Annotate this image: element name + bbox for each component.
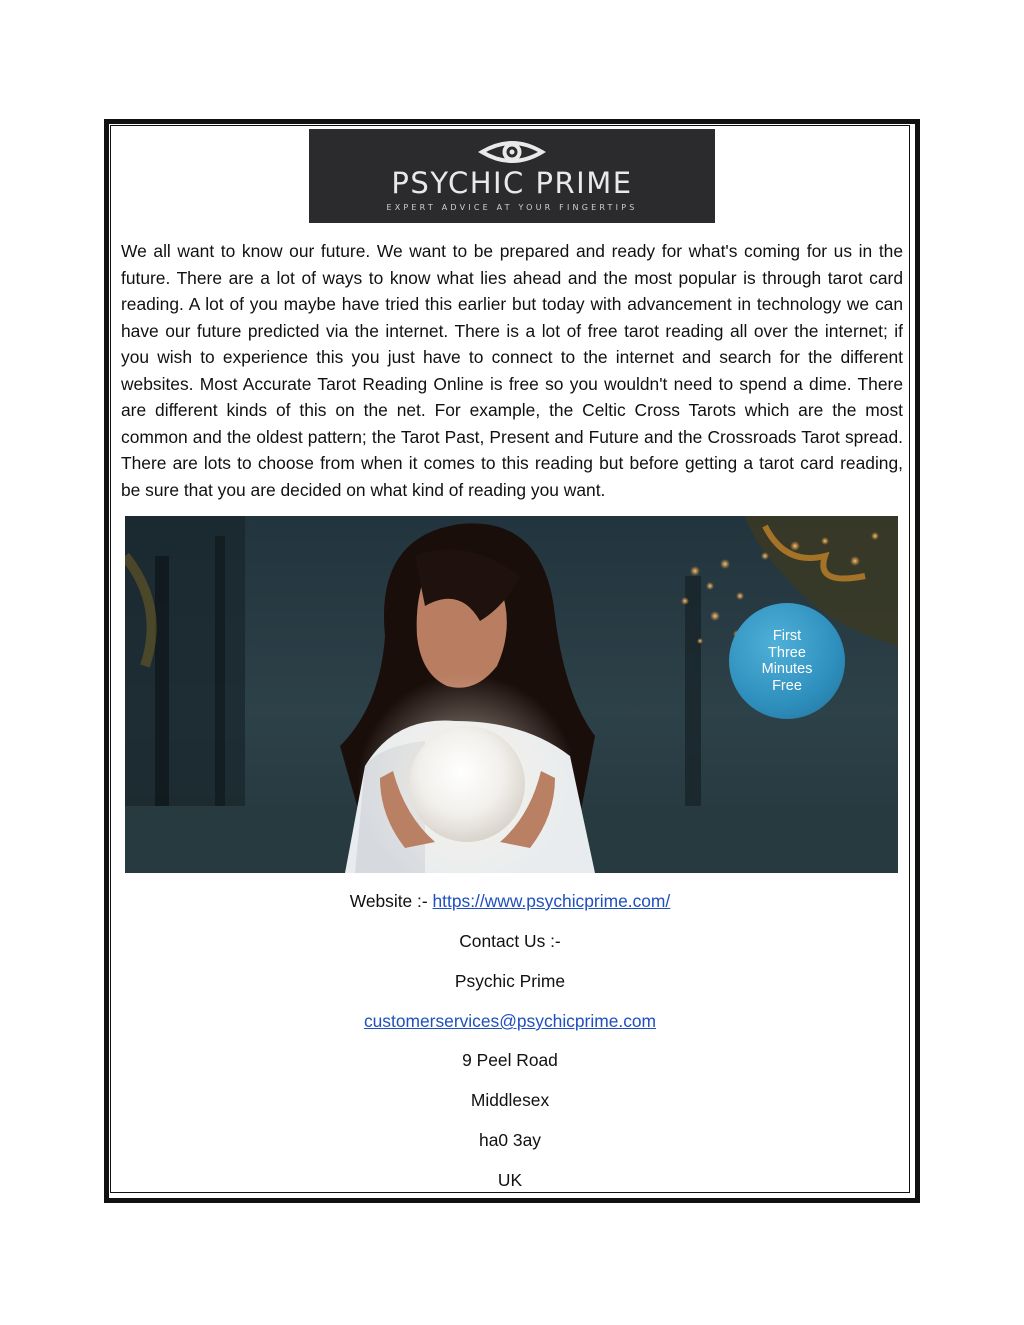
email-link[interactable]: customerservices@psychicprime.com	[363, 1011, 657, 1031]
article-paragraph: We all want to know our future. We want to be prepared and ready for what's coming for us in the future. There are a lot of ways to know what lies ahead and the most popular is through tarot card reading. A lot of you maybe have tried this earlier but today with advancement in technology we can have our future predicted via the internet. There is a lot of free tarot reading all over the internet; if you wish to experience this you just have to connect to the internet and search for the different websites. Most Accurate Tarot Reading Online is free so you wouldn't need to spend a dime. There are different kinds of this on the net. For example, the Celtic Cross Tarots which are the most common and the oldest pattern; the Tarot Past, Present and Future and the Crossroads Tarot spread. There are lots to choose from when it comes to this reading but before getting a tarot card reading, be sure that you are decided on what kind of reading you want.	[121, 241, 903, 500]
logo-wordmark: PSYCHIC PRIME	[391, 166, 633, 200]
address-line-2: Middlesex	[470, 1090, 550, 1110]
website-label: Website :-	[349, 891, 433, 911]
badge-line: Minutes	[761, 661, 813, 677]
website-link[interactable]: https://www.psychicprime.com/	[432, 891, 671, 911]
contact-heading: Contact Us :-	[459, 931, 561, 951]
address-line-1: 9 Peel Road	[462, 1050, 558, 1070]
badge-line: Three	[768, 644, 806, 661]
badge-line: Free	[772, 677, 802, 694]
postcode: ha0 3ay	[479, 1130, 541, 1150]
logo-tagline: EXPERT ADVICE AT YOUR FINGERTIPS	[386, 203, 638, 212]
free-minutes-badge	[729, 603, 845, 719]
psychic-prime-logo	[309, 129, 715, 223]
promo-photo	[125, 516, 898, 873]
company-name: Psychic Prime	[454, 971, 566, 991]
badge-line: First	[772, 628, 802, 644]
country: UK	[497, 1170, 523, 1190]
eye-icon	[478, 138, 546, 166]
website-line	[110, 890, 910, 912]
email-line	[110, 1010, 910, 1032]
